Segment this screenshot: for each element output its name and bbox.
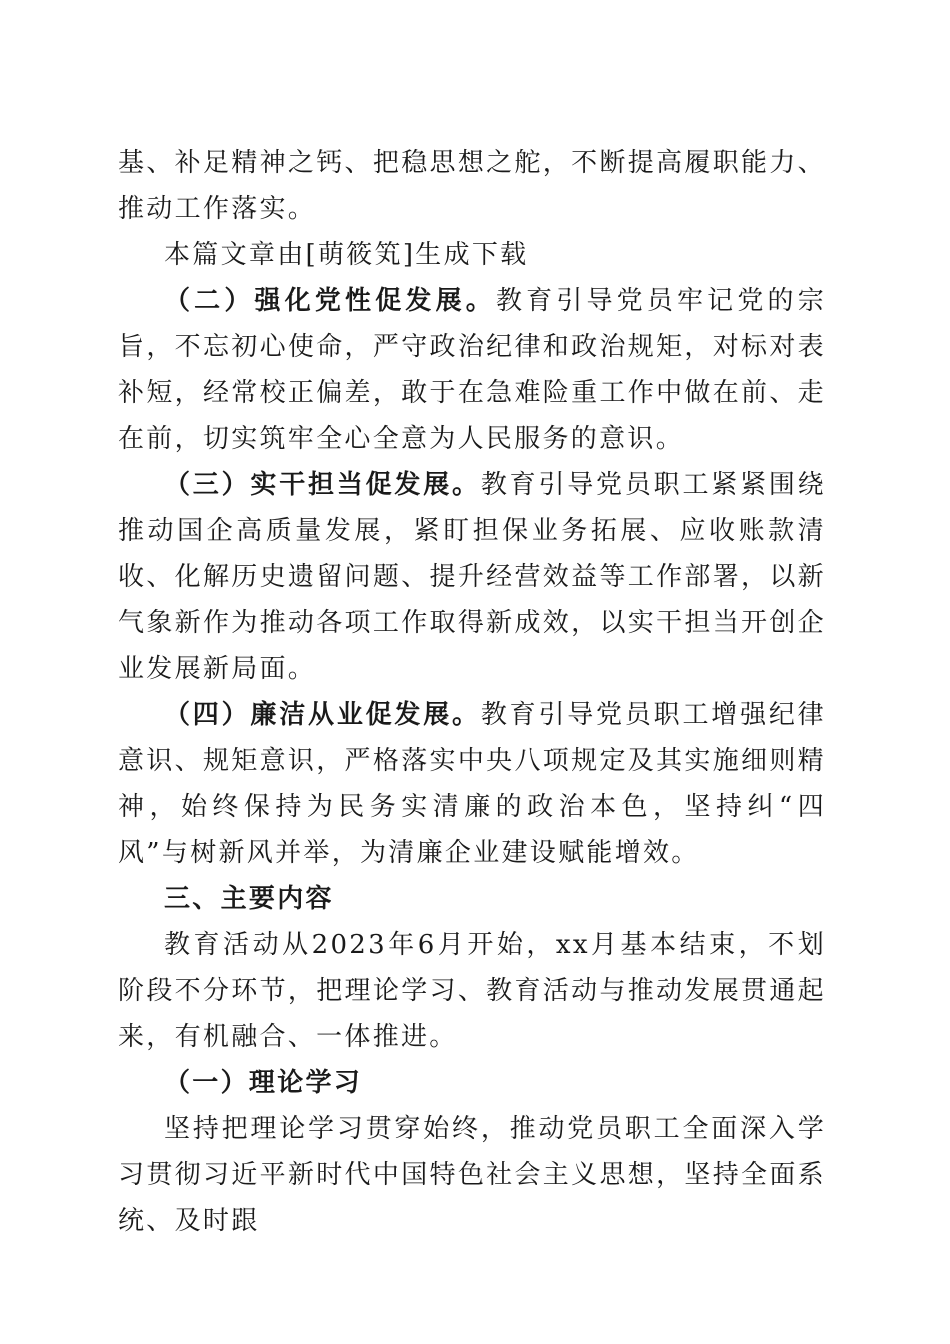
section-3-body: 教育引导党员职工紧紧围绕推动国企高质量发展，紧盯担保业务拓展、应收账款清收、化解历史遗留问题、提升经营效益等工作部署，以新气象新作为推动各项工作取得新成效，以实干担当开创企业发展新局面。 [118,470,826,684]
section-2-body: 教育引导党员牢记党的宗旨，不忘初心使命，严守政治纪律和政治规矩，对标对表补短，经常校正偏差，敢于在急难险重工作中做在前、走在前，切实筑牢全心全意为人民服务的意识。 [118,286,826,454]
theory-study-paragraph: 坚持把理论学习贯穿始终，推动党员职工全面深入学习贯彻习近平新时代中国特色社会主义思想，坚持全面系统、及时跟 [118,1114,826,1236]
section-4-heading: （四）廉洁从业促发展。 [164,700,481,730]
download-note: 本篇文章由[萌筱笂]生成下载 [164,240,529,270]
section-3-paragraph [118,462,826,692]
theory-study-heading: （一）理论学习 [164,1068,363,1098]
document-page [118,140,826,1244]
section-4-body: 教育引导党员职工增强纪律意识、规矩意识，严格落实中央八项规定及其实施细则精神，始终保持为民务实清廉的政治本色，坚持纠“四风”与树新风并举，为清廉企业建设赋能增效。 [118,700,826,868]
main-content-paragraph: 教育活动从2023年6月开始，xx月基本结束，不划阶段不分环节，把理论学习、教育活动与推动发展贯通起来，有机融合、一体推进。 [118,930,826,1052]
section-2-paragraph [118,278,826,462]
continuation-paragraph: 基、补足精神之钙、把稳思想之舵，不断提高履职能力、推动工作落实。 [118,148,826,224]
main-content-heading: 三、主要内容 [164,884,334,914]
section-4-paragraph [118,692,826,876]
section-2-heading: （二）强化党性促发展。 [164,286,496,316]
section-3-heading: （三）实干担当促发展。 [164,470,481,500]
